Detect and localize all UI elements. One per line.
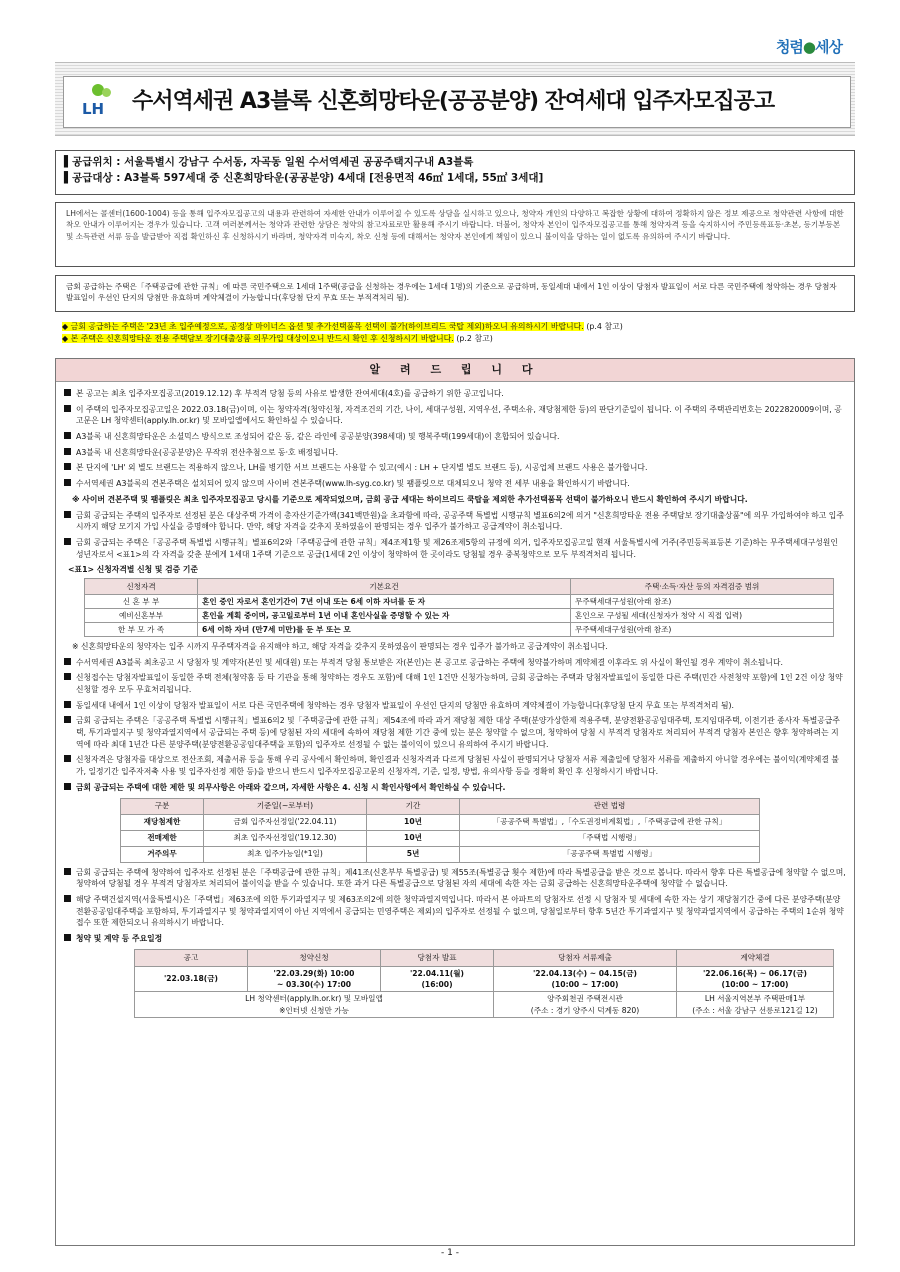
list-item: 수서역세권 A3블록의 견본주택은 설치되어 있지 않으며 사이버 견본주택(www.lh-syg.co.kr) 및 팸플릿으로 대체되오니 청약 전 세부 내용을 확인하시기 바랍니다.	[64, 478, 846, 490]
supply-target: ▌공급대상 : A3블록 597세대 중 신혼희망타운(공공분양) 4세대 [전용면적 46㎡ 1세대, 55㎡ 3세대]	[64, 172, 544, 185]
bullet-square-icon	[64, 448, 71, 455]
logo-text-right: 세상	[815, 38, 842, 56]
restriction-table	[120, 798, 760, 863]
intro-text: LH에서는 콜센터(1600-1004) 등을 통해 입주자모집공고의 내용과 관련하여 자세한 안내가 이루어질 수 있도록 상담을 실시하고 있으나, 청약자 개인의 다양하고 복잡한 상황에 대하여 정확하지 않은 정보 제공으로 청약관련 사항에 대한 착오 안내가 이루어지는 경우가 있습니다. 고객 여러분께서는 청약과 관련한 상담은 청약의 참고자료로만 활용해 주시기 바랍니다. 더불어, 청약자 본인이 입주자모집공고를 통해 청약자격 등을 숙지하시어 주민등록표등·초본, 등기부등본 및 소득관련 서류 등을 발급받아 직접 확인하신 후 신청하시기 바라며, 청약자격 미숙지, 착오 신청 등에 대해서는 청약자 본인에게 책임이 있으니 불이익을 당하는 일이 없도록 유의하여 주시기 바랍니다.	[66, 209, 844, 241]
bullet-square-icon	[64, 701, 71, 708]
bullet-square-icon	[64, 463, 71, 470]
key-note-2: ◆ 본 주택은 신혼희망타운 전용 주택담보 장기대출상품 의무가입 대상이오니 반드시 확인 후 신청하시기 바랍니다. (p.2 참고)	[62, 334, 493, 344]
list-item: 본 단지에 'LH' 외 별도 브랜드는 적용하지 않으나, LH를 병기한 서브 브랜드는 사용할 수 있고(예시 : LH + 단지별 별도 브랜드 등), 시공업체 브랜드 사용은 불가합니다.	[64, 462, 846, 474]
list-note: ※ 신혼희망타운의 청약자는 입주 시까지 무주택자격을 유지해야 하고, 해당 자격을 갖추지 못하였음이 판명되는 경우 입주가 불가하고 공급계약이 취소됩니다.	[72, 641, 608, 651]
page-number: - 1 -	[441, 1248, 459, 1258]
table-row: 재당첨제한 금회 입주자선정일('22.04.11) 10년 「공공주택 특별법」,「수도권정비계획법」,「주택공급에 관한 규칙」	[121, 814, 760, 830]
list-item: 청약 및 계약 등 주요일정	[64, 933, 846, 945]
bullet-square-icon	[64, 479, 71, 486]
table-row: 신 혼 부 부 혼인 중인 자로서 혼인기간이 7년 이내 또는 6세 이하 자녀를 둔 자 무주택세대구성원(아래 참조)	[85, 594, 834, 608]
page-title: 수서역세권 A3블록 신혼희망타운(공공분양) 잔여세대 입주자모집공고	[132, 89, 775, 115]
list-note: ※ 사이버 견본주택 및 팸플릿은 최초 입주자모집공고 당시를 기준으로 제작되었으며, 금회 공급 세대는 하이브리드 쿡탑을 제외한 추가선택품목 선택이 불가하오니 반드시 확인하여 주시기 바랍니다.	[72, 494, 748, 504]
bullet-square-icon	[64, 511, 71, 518]
table-header: 공고	[135, 949, 248, 966]
supply-location: ▌공급위치 : 서울특별시 강남구 수서동, 자곡동 일원 수서역세권 공공주택지구내 A3블록	[64, 156, 474, 168]
table1-caption: <표1> 신청자격별 신청 및 검증 기준	[68, 565, 198, 575]
table-header: 신청자격	[85, 578, 198, 594]
intro-box	[55, 202, 855, 267]
list-item: A3블록 내 신혼희망타운(공공분양)은 무작위 전산추첨으로 동·호 배정됩니다.	[64, 447, 846, 459]
table-header: 기본요건	[198, 578, 571, 594]
list-item: A3블록 내 신혼희망타운은 소셜믹스 방식으로 조성되어 같은 동, 같은 라인에 공공분양(398세대) 및 행복주택(199세대)이 혼합되어 있습니다.	[64, 431, 846, 443]
bullet-square-icon	[64, 716, 71, 723]
table-row: 예비신혼부부 혼인을 계획 중이며, 공고일로부터 1년 이내 혼인사실을 증명할 수 있는 자 혼인으로 구성될 세대(신청자가 청약 시 직접 입력)	[85, 608, 834, 622]
supply-info-box	[55, 150, 855, 195]
table-header: 구분	[121, 798, 204, 814]
bullet-square-icon	[64, 658, 71, 665]
table-header: 기간	[367, 798, 460, 814]
table-row: '22.03.18(금) '22.03.29(화) 10:00 ~ 03.30(수) 17:00 '22.04.11(월) (16:00) '22.04.13(수) ~ 04.15(금) (10:00 ~ 17:00) '22.06.16(목) ~ 06.17(금) (10:00 ~ 17:00)	[135, 966, 834, 992]
lh-logo-icon	[74, 82, 126, 122]
bullet-square-icon	[64, 673, 71, 680]
notice-heading: 알 려 드 립 니 다	[56, 359, 854, 382]
table-row: 거주의무 최초 입주가능일(*1일) 5년 「공공주택 특별법 시행령」	[121, 846, 760, 862]
table-header: 주택·소득·자산 등의 자격검증 범위	[571, 578, 834, 594]
table-header: 청약신청	[248, 949, 381, 966]
bullet-square-icon	[64, 895, 71, 902]
table-header: 기준일(~로부터)	[204, 798, 367, 814]
table-row: LH 청약센터(apply.lh.or.kr) 및 모바일앱 ※인터넷 신청만 가능 양주회천권 주택전시관 (주소 : 경기 양주시 덕계동 820) LH 서울지역본부 주택판매1부 (주소 : 서울 강남구 선릉로121길 12)	[135, 992, 834, 1018]
rule-text: 금회 공급하는 주택은「주택공급에 관한 규칙」에 따른 국민주택으로 1세대 1주택(공급을 신청하는 경우에는 1세대 1명)의 기준으로 공급하며, 동일세대 내에서 1인 이상이 당첨자 발표일이 서로 다른 국민주택에 청약하는 경우 당첨자 발표일이 우선인 단지의 당첨만 유효하며 계약체결이 가능합니다(후당첨 단지 무효 또는 부적격처리 됨).	[66, 282, 837, 303]
table-header: 당첨자 발표	[381, 949, 494, 966]
list-item: 동일세대 내에서 1인 이상이 당첨자 발표일이 서로 다른 국민주택에 청약하는 경우 당첨자 발표일이 우선인 단지의 당첨만 유효하며 계약체결이 가능합니다(후당첨 단지 무효 또는 부적격처리 됨).	[64, 700, 846, 712]
bullet-square-icon	[64, 783, 71, 790]
list-item: 금회 공급되는 주택은「공공주택 특별법 시행규칙」별표6의2와「주택공급에 관한 규칙」제4조제1항 및 제26조제5항의 규정에 의거, 입주자모집공고일 현재 서울특별시에 거주(주민등록표등본 기준)하는 무주택세대구성원인 성년자로서 <표1>의 각 자격을 갖춘 분에게 1세대 1주택 기준으로 공급(1세대 2인 이상이 청약하여 한 곳이라도 당첨될 경우 중복청약으로 모두 부적격처리 됩니다.	[64, 537, 846, 560]
list-item: 신청자격은 당첨자를 대상으로 전산조회, 제출서류 등을 통해 우리 공사에서 확인하며, 확인결과 신청자격과 다르게 당첨된 사실이 판명되거나 당첨자 서류 제출일에 당첨자 서류를 제출하지 아니할 경우에는 불이익(계약체결 불가, 일정기간 입주자저축 사용 및 입주자선정 제한 등)을 받으니 반드시 입주자모집공고문의 신청자격, 기준, 일정, 방법, 유의사항 등을 정확히 확인 후 신청하시기 바랍니다.	[64, 754, 846, 777]
list-item: 수서역세권 A3블록 최초공고 시 당첨자 및 계약자(본인 및 세대원) 또는 부적격 당첨 통보받은 자(본인)는 본 공고로 공급하는 주택에 청약불가하며 계약체결 이후라도 위 사실이 확인될 경우 계약이 취소됩니다.	[64, 657, 846, 669]
bullet-square-icon	[64, 389, 71, 396]
table-row: 전매제한 최초 입주자선정일('19.12.30) 10년 「주택법 시행령」	[121, 830, 760, 846]
logo-mark-icon: ●	[802, 38, 816, 56]
list-item: 금회 공급되는 주택에 대한 제한 및 의무사항은 아래와 같으며, 자세한 사항은 4. 신청 시 확인사항에서 확인하실 수 있습니다.	[64, 782, 846, 794]
key-note-1: ◆ 금회 공급하는 주택은 '23년 초 입주예정으로, 공정상 마이너스 옵션 및 추가선택품목 선택이 불가(하이브리드 쿡탑 제외)하오니 유의하시기 바랍니다. (p.4 참고)	[62, 322, 623, 331]
key-notes	[62, 321, 852, 346]
schedule-table	[134, 949, 834, 1019]
list-item: 금회 공급되는 주택은「공공주택 특별법 시행규칙」별표6의2 및「주택공급에 관한 규칙」제54조에 따라 과거 재당첨 제한 대상 주택(분양가상한제 적용주택, 분양전환공공임대주택, 토지임대주택, 이전기관 종사자 특별공급주택, 투기과열지구 및 청약과열지역에서 공급되는 주택 등)에 당첨된 자의 세대에 속하여 재당첨 제한 기간 중에 있는 분은 청약할 수 없으며, 청약하여 당첨 시 부적격 당첨자로 처리되어 부적격 당첨자 본인은 향후 청약하려는 지역에 따라 최대 1년간 다른 분양주택(분양전환공공임대주택을 포함)의 입주자로 선정될 수 없는 불이익이 있으니 유의하여 주시기 바랍니다.	[64, 715, 846, 750]
title-box	[63, 76, 851, 128]
lh-logo-text: LH	[82, 100, 105, 118]
notice-items	[56, 382, 854, 1018]
list-item: 본 공고는 최초 입주자모집공고(2019.12.12) 후 부적격 당첨 등의 사유로 발생한 잔여세대(4호)를 공급하기 위한 공고입니다.	[64, 388, 846, 400]
bullet-square-icon	[64, 538, 71, 545]
eligibility-table	[84, 578, 834, 637]
logo-text-left: 청렴	[775, 38, 803, 56]
bullet-square-icon	[64, 432, 71, 439]
rule-box	[55, 275, 855, 312]
list-item: 해당 주택건설지역(서울특별시)은「주택법」제63조에 의한 투기과열지구 및 제63조의2에 의한 청약과열지역입니다. 따라서 본 아파트의 당첨자로 선정 시 당첨자 및 세대에 속한 자는 상기 재당첨기간 중에 다른 분양주택(분양전환공공임대주택을 포함하되, 투기과열지구 및 청약과열지역이 아닌 지역에서 공급되는 민영주택은 제외)의 입주자로 선정될 수 없으며, 당첨일로부터 향후 5년간 투기과열지구 및 청약과열지역에서 공급하는 주택의 1순위 청약접수 또한 제한되오니 유의하시기 바랍니다.	[64, 894, 846, 929]
bullet-square-icon	[64, 405, 71, 412]
table-row: 한 부 모 가 족 6세 이하 자녀 (만7세 미만)를 둔 부 또는 모 무주택세대구성원(아래 참조)	[85, 622, 834, 636]
list-item: 금회 공급되는 주택의 입주자로 선정된 분은 대상주택 가격이 총자산기준가액(341백만원)을 초과함에 따라, 공공주택 특별법 시행규칙 별표6의2에 의거 "신혼희망타운 전용 주택담보 장기대출상품"에 의무 가입하여야 하고 입주시까지 해당 모기지 가입 사실을 증명해야 합니다. 만약, 해당 자격을 갖추지 못하였음이 판명되는 경우 입주가 불가하고 공급계약이 취소됩니다.	[64, 510, 846, 533]
integrity-logo	[776, 38, 842, 58]
table-header: 당첨자 서류제출	[494, 949, 677, 966]
table-header: 계약체결	[677, 949, 834, 966]
bullet-square-icon	[64, 755, 71, 762]
table-header: 관련 법령	[460, 798, 760, 814]
notice-section	[55, 358, 855, 1246]
list-item: 금회 공급되는 주택에 청약하여 입주자로 선정된 분은「주택공급에 관한 규칙」제41조(신혼부부 특별공급) 및 제55조(특별공급 횟수 제한)에 따라 특별공급을 받은 것으로 봅니다. 따라서 향후 다른 특별공급에 청약할 수 없으며, 청약하여 당첨될 경우 부적격 당첨자로 처리되어 불이익을 받을 수 있습니다. 또한 과거 다른 특별공급으로 당첨된 자의 세대에 속한 자는 금회 공급하는 신혼희망타운주택에 청약할 수 없습니다.	[64, 867, 846, 890]
list-item: 이 주택의 입주자모집공고일은 2022.03.18(금)이며, 이는 청약자격(청약신청, 자격조건의 기간, 나이, 세대구성원, 지역우선, 주택소유, 재당첨제한 등)의 판단기준일이 됩니다. 이 주택의 주택관리번호는 2022820009이며, 공고문은 LH 청약센터(apply.lh.or.kr) 및 모바일앱에서도 확인하실 수 있습니다.	[64, 404, 846, 427]
bullet-square-icon	[64, 934, 71, 941]
bullet-square-icon	[64, 868, 71, 875]
list-item: 신청접수는 당첨자발표일이 동일한 주택 전체(청약홈 등 타 기관을 통해 청약하는 경우도 포함)에 대해 1인 1건만 신청가능하며, 금회 공급하는 주택과 당첨자발표일이 동일한 다른 주택(민간 사전청약 포함)에 1인 2건 이상 청약신청할 경우 모두 무효처리됩니다.	[64, 672, 846, 695]
